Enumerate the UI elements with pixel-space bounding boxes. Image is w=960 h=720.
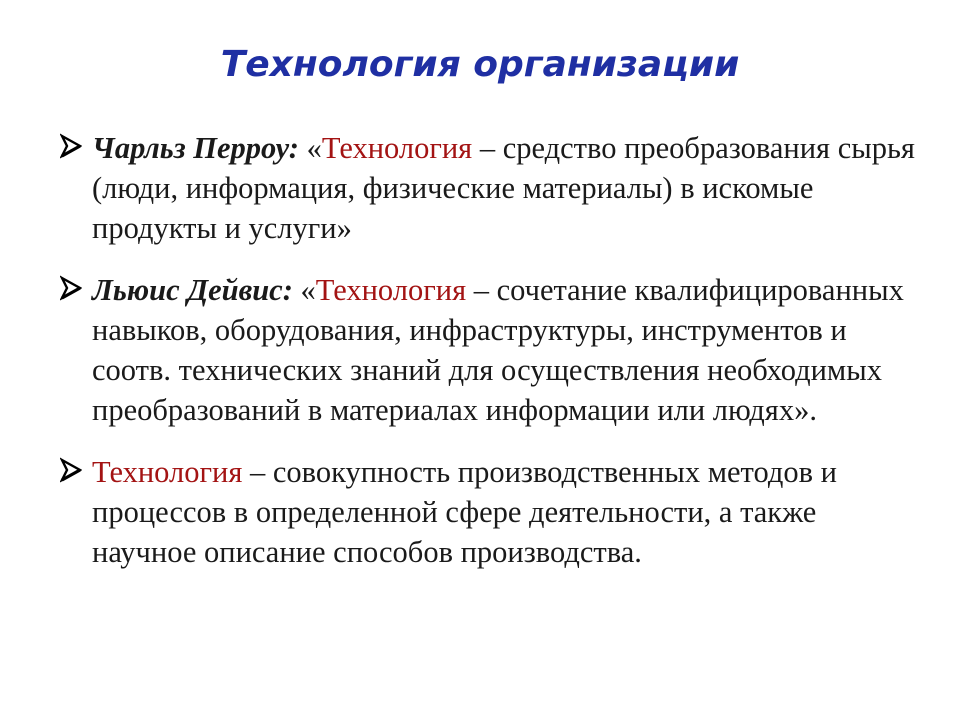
term-highlight: Технология: [321, 131, 473, 165]
bullet-list: [58, 128, 918, 572]
author-name: Чарльз Перроу:: [92, 131, 299, 165]
term-highlight: Технология: [92, 455, 243, 489]
definition-text: – средство преобразования сырья (люди, информация, физические материалы) в искомые продукты и услуги»: [92, 131, 915, 245]
bullet-text: [92, 452, 918, 572]
definition-text: – сочетание квалифицированных навыков, оборудования, инфраструктуры, инструментов и соотв. технических знаний для осуществления необходимых преобразований в материалах информации или людях».: [92, 273, 904, 427]
arrow-bullet-icon: [60, 129, 82, 163]
bullet-text: [92, 128, 918, 248]
term-highlight: Технология: [315, 273, 467, 307]
bullet-text: [92, 270, 918, 430]
quote-open: «: [292, 273, 316, 307]
author-name: Льюис Дейвис:: [92, 273, 293, 307]
bullet-item-davis: [58, 270, 918, 430]
arrow-bullet-icon: [60, 453, 82, 487]
bullet-item-definition: [58, 452, 918, 572]
quote-open: «: [298, 131, 322, 165]
arrow-bullet-icon: [60, 271, 82, 305]
bullet-item-perrow: [58, 128, 918, 248]
definition-text: – совокупность производственных методов и процессов в определенной сфере деятельности, а также научное описание способов производства.: [92, 455, 837, 569]
slide-title: Технология организации: [220, 44, 740, 85]
